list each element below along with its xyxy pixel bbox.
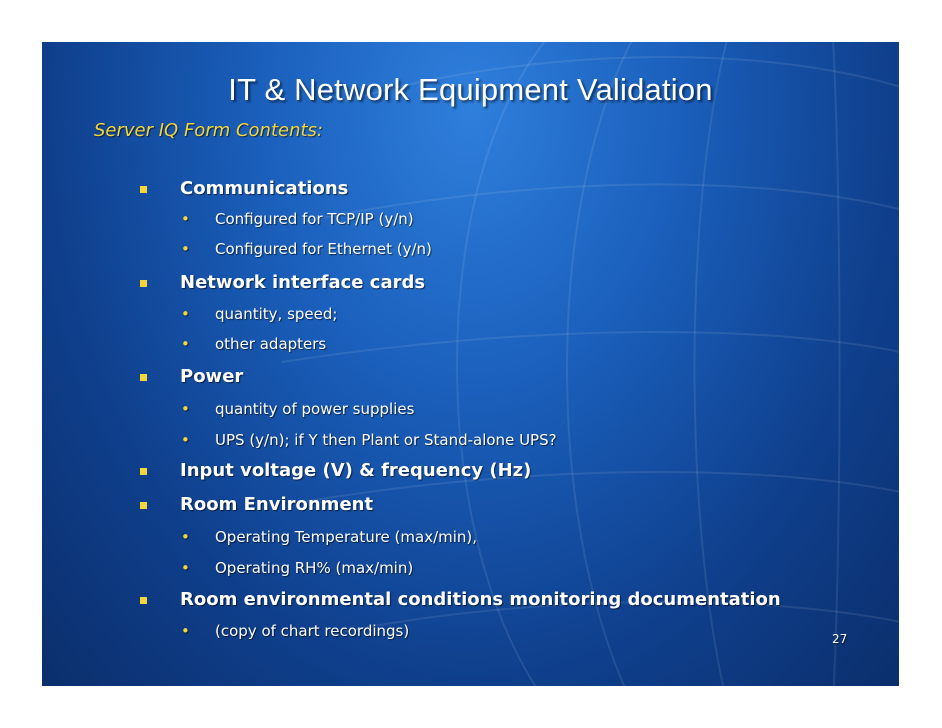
section-item: quantity of power supplies [215,400,415,418]
section-item: quantity, speed; [215,305,338,323]
section-heading: Room environmental conditions monitoring documentation [180,589,781,610]
square-bullet-icon [140,597,147,604]
slide [42,42,899,686]
section-item: Configured for Ethernet (y/n) [215,240,432,258]
section-heading: Network interface cards [180,272,426,293]
section-heading: Room Environment [180,494,374,515]
dot-bullet-icon: • [181,210,190,228]
square-bullet-icon [140,374,147,381]
square-bullet-icon [140,502,147,509]
dot-bullet-icon: • [181,400,190,418]
dot-bullet-icon: • [181,305,190,323]
section-item: Operating Temperature (max/min), [215,528,478,546]
dot-bullet-icon: • [181,528,190,546]
dot-bullet-icon: • [181,431,190,449]
square-bullet-icon [140,280,147,287]
slide-title: IT & Network Equipment Validation [228,72,713,107]
section-item: Operating RH% (max/min) [215,559,414,577]
section-item: other adapters [215,335,327,353]
dot-bullet-icon: • [181,335,190,353]
dot-bullet-icon: • [181,622,190,640]
section-item: (copy of chart recordings) [215,622,410,640]
section-item: UPS (y/n); if Y then Plant or Stand-alone UPS? [215,431,557,449]
section-heading: Input voltage (V) & frequency (Hz) [180,460,532,481]
square-bullet-icon [140,468,147,475]
dot-bullet-icon: • [181,559,190,577]
page-number: 27 [832,632,848,646]
section-heading: Communications [180,178,349,199]
section-item: Configured for TCP/IP (y/n) [215,210,414,228]
square-bullet-icon [140,186,147,193]
slide-subtitle: Server IQ Form Contents: [94,120,323,141]
dot-bullet-icon: • [181,240,190,258]
section-heading: Power [180,366,244,387]
